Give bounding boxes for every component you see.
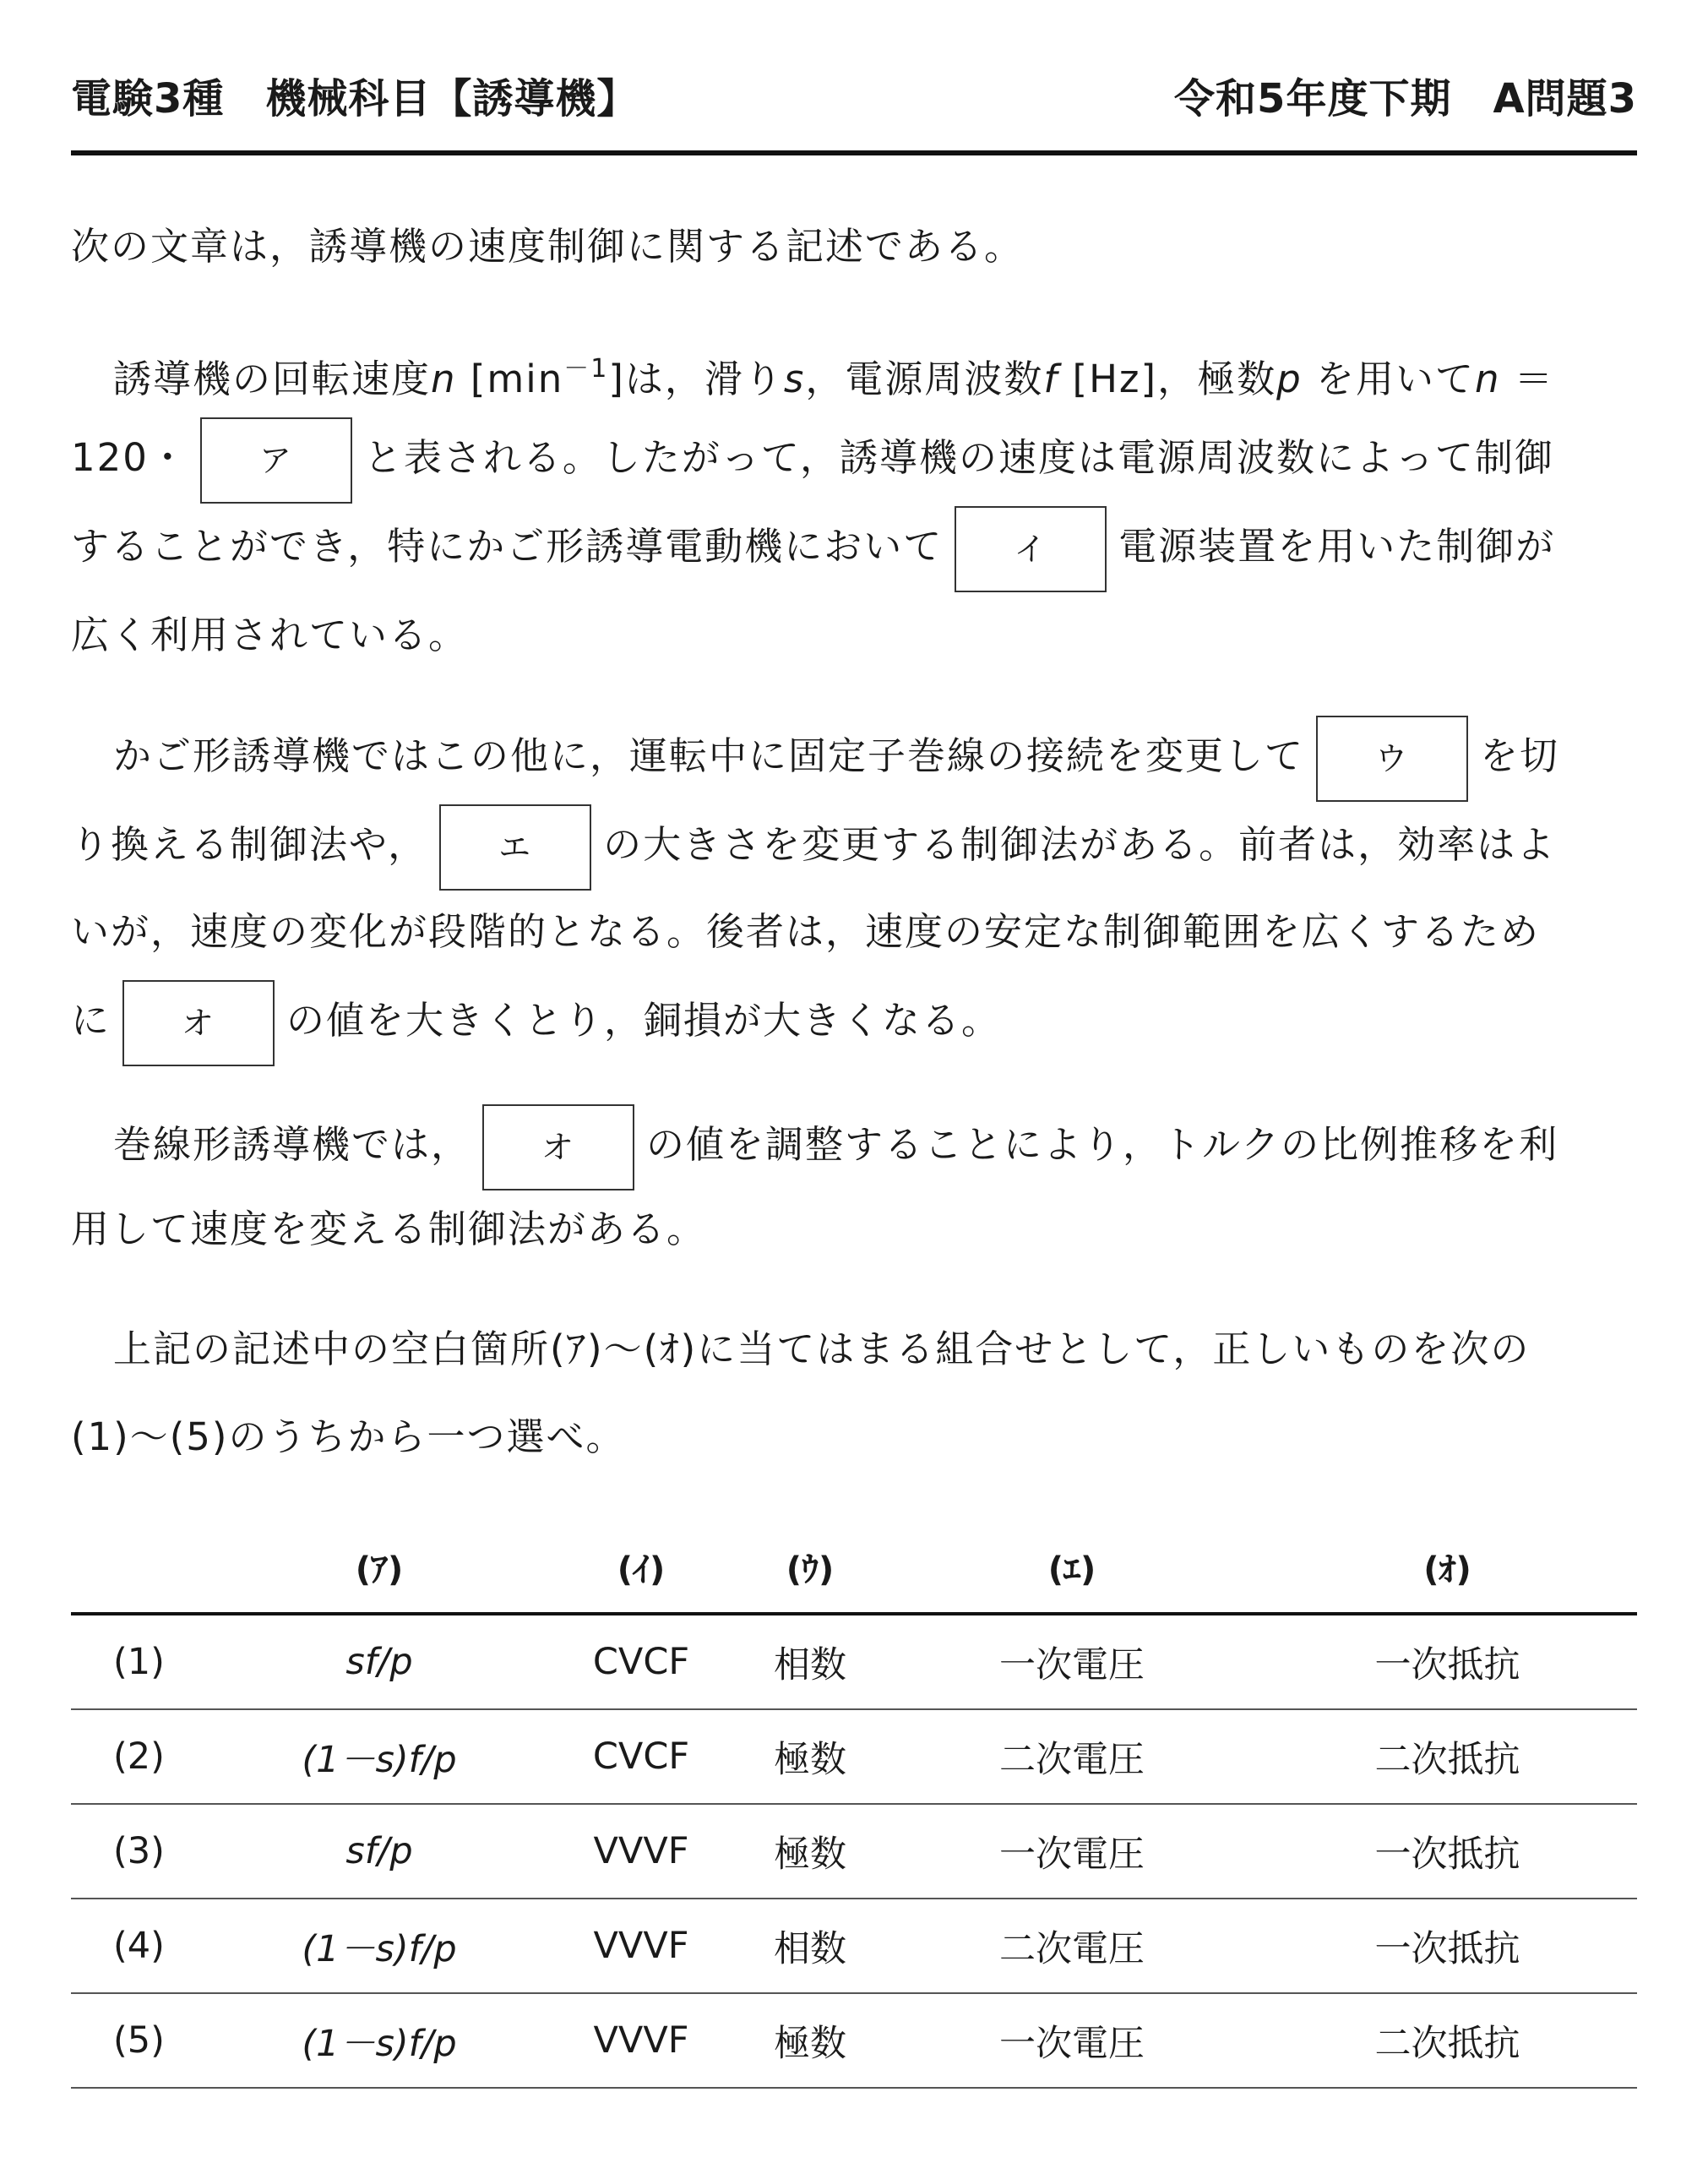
p1-text: することができ，特にかご形誘導電動機において: [71, 524, 944, 569]
header-cell: (ｲ): [548, 1521, 734, 1614]
p4-line-2: (1)～(5)のうちから一つ選べ。: [71, 1414, 626, 1459]
p1-text: [Hz]，極数: [1058, 357, 1277, 401]
p3-text: 巻線形誘導機では，: [113, 1122, 471, 1167]
choice-number: (4): [71, 1899, 210, 1993]
choice-o: 一次抵抗: [1258, 1614, 1637, 1709]
blank-o-2: オ: [482, 1104, 634, 1190]
page-header: [71, 66, 1637, 125]
p1-unit: [min: [456, 357, 564, 401]
p1-text: 電源装置を用いた制御が: [1118, 524, 1556, 569]
answer-choices-table: [71, 1521, 1637, 2089]
p1-line-3: [71, 503, 1555, 591]
choice-o: 一次抵抗: [1258, 1899, 1637, 1993]
p1-text: を用いて: [1302, 357, 1476, 401]
table-row: [71, 1614, 1637, 1709]
choice-number: (2): [71, 1709, 210, 1804]
choice-u: 極数: [734, 1993, 886, 2088]
table-row: [71, 1993, 1637, 2088]
blank-i: イ: [955, 506, 1107, 592]
header-cell: (ｱ): [210, 1521, 548, 1614]
p1-line-1: [71, 325, 1554, 413]
choice-number: (5): [71, 1993, 210, 2088]
header-cell: (ｵ): [1258, 1521, 1637, 1614]
p2-text: の値を大きくとり，銅損が大きくなる。: [286, 998, 1002, 1043]
header-divider: [71, 150, 1637, 155]
choice-u: 相数: [734, 1899, 886, 1993]
p4-line-1: [71, 1305, 1530, 1393]
var-f: f: [1043, 357, 1059, 401]
p1-line-2: [71, 414, 1554, 502]
choice-a: sf/p: [210, 1614, 548, 1709]
header-cell: (ｳ): [734, 1521, 886, 1614]
p1-text: 誘導機の回転速度: [113, 357, 432, 401]
blank-u: ウ: [1316, 716, 1468, 802]
p2-text: に: [71, 998, 112, 1043]
choice-a: sf/p: [210, 1804, 548, 1899]
choice-u: 極数: [734, 1709, 886, 1804]
p1-line-4: 広く利用されている。: [71, 613, 469, 657]
var-s: s: [783, 357, 806, 401]
header-subject: 電験3種 機械科目【誘導機】: [71, 75, 639, 123]
choice-o: 二次抵抗: [1258, 1993, 1637, 2088]
choice-i: VVVF: [548, 1804, 734, 1899]
choice-i: CVCF: [548, 1614, 734, 1709]
choice-e: 二次電圧: [886, 1899, 1258, 1993]
p2-line-1: [71, 712, 1559, 800]
p4-text: 上記の記述中の空白箇所(ｱ)～(ｵ)に当てはまる組合せとして，正しいものを次の: [113, 1327, 1531, 1371]
choice-e: 一次電圧: [886, 1804, 1258, 1899]
choice-a: (1－s)f/p: [210, 1993, 548, 2088]
choice-a: (1－s)f/p: [210, 1709, 548, 1804]
table-row: [71, 1709, 1637, 1804]
choice-a: (1－s)f/p: [210, 1899, 548, 1993]
choice-e: 一次電圧: [886, 1614, 1258, 1709]
blank-o: オ: [122, 980, 275, 1066]
p1-text: 120・: [71, 435, 188, 480]
choice-i: VVVF: [548, 1993, 734, 2088]
choice-i: CVCF: [548, 1709, 734, 1804]
var-p: p: [1276, 357, 1303, 401]
table-row: [71, 1804, 1637, 1899]
choice-number: (3): [71, 1804, 210, 1899]
p2-line-4: [71, 977, 1001, 1065]
choice-o: 二次抵抗: [1258, 1709, 1637, 1804]
choice-e: 一次電圧: [886, 1993, 1258, 2088]
p2-text: を切: [1480, 733, 1560, 778]
p2-text: の大きさを変更する制御法がある。前者は，効率はよ: [603, 822, 1557, 867]
p1-unit-sup: －1: [563, 354, 609, 384]
header-exam-id: 令和5年度下期 A問題3: [1174, 75, 1637, 123]
choice-u: 相数: [734, 1614, 886, 1709]
blank-a: ア: [200, 417, 352, 504]
p2-line-2: [71, 801, 1556, 889]
p1-text: と表される。したがって，誘導機の速度は電源周波数によって制御: [363, 435, 1555, 480]
var-n: n: [1475, 357, 1501, 401]
p1-text: ]は，滑り: [608, 357, 784, 401]
blank-e: エ: [439, 804, 591, 891]
choice-i: VVVF: [548, 1899, 734, 1993]
choice-o: 一次抵抗: [1258, 1804, 1637, 1899]
p2-text: り換える制御法や，: [71, 822, 428, 867]
var-n: n: [431, 357, 457, 401]
p1-text: ＝: [1500, 357, 1554, 401]
p3-line-1: [71, 1101, 1558, 1189]
choice-u: 極数: [734, 1804, 886, 1899]
choice-e: 二次電圧: [886, 1709, 1258, 1804]
p3-line-2: 用して速度を変える制御法がある。: [71, 1207, 707, 1251]
choice-number: (1): [71, 1614, 210, 1709]
intro-line: 次の文章は，誘導機の速度制御に関する記述である。: [71, 224, 1025, 269]
table-row: [71, 1899, 1637, 1993]
p2-text: かご形誘導機ではこの他に，運転中に固定子巻線の接続を変更して: [113, 733, 1305, 778]
p3-text: の値を調整することにより，トルクの比例推移を利: [646, 1122, 1559, 1167]
table-header-row: [71, 1521, 1637, 1614]
p1-text: ，電源周波数: [805, 357, 1044, 401]
p2-line-3: いが，速度の変化が段階的となる。後者は，速度の安定な制御範囲を広くするため: [71, 909, 1541, 954]
header-cell: (ｴ): [886, 1521, 1258, 1614]
header-cell: [71, 1521, 210, 1614]
